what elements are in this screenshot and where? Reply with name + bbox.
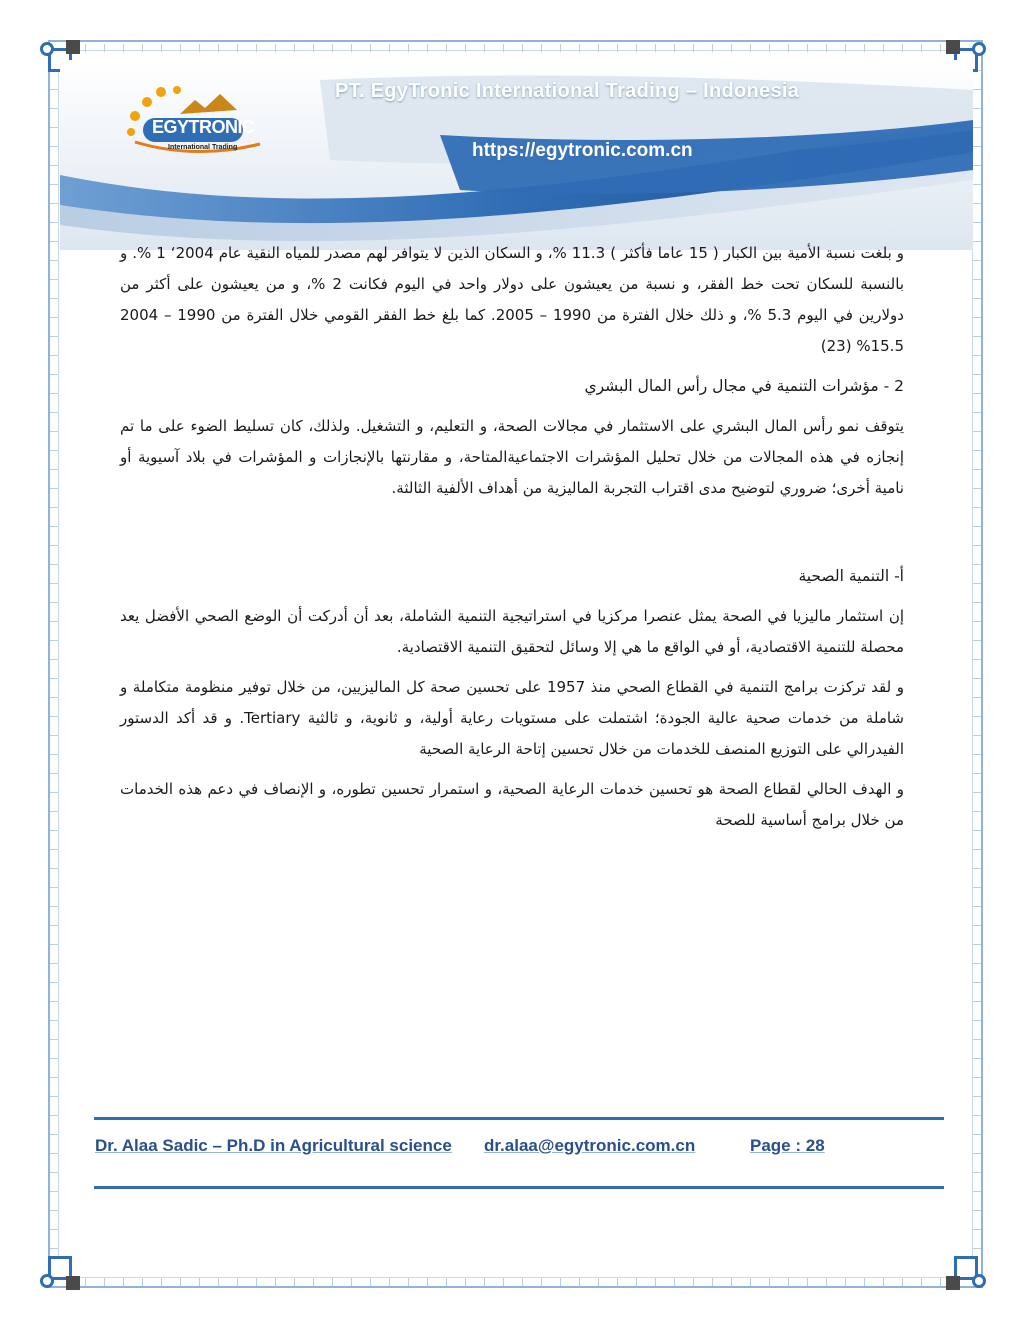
ruler-left [50,70,58,1260]
paragraph-health-investment: إن استثمار ماليزيا في الصحة يمثل عنصرا مركزيا في استراتيجية التنمية الشاملة، بعد أن أدركت أن الوضع الصحي الأفضل يعد محصلة للتنمية الاقتصادية، أو في الواقع ما هي إلا وسائل لتحقيق التنمية الاقتصادية. [120,607,904,656]
footer-page-number: Page : 28 [750,1136,825,1155]
company-name: PT. EgyTronic International Trading – Indonesia [335,80,800,102]
paragraph-literacy-poverty: و بلغت نسبة الأمية بين الكبار ( 15 عاما فأكثر ) 11.3 %، و السكان الذين لا يتوافر لهم مصدر للمياه النقية عام 2004‘ 1 %. و بالنسبة للسكان تحت خط الفقر، و نسبة من يعيشون على دولار واحد في اليوم فكانت 2 %، و من يعيشون على أكثر من دولارين في اليوم 5.3 %، و ذلك خلال الفترة من 1990 – 2005. كما بلغ خط الفقر القومي خلال الفترة من 1990 – 2004 15.5% (23) [120,244,904,355]
document-body [120,238,904,836]
ruler-bottom [66,1278,966,1286]
section-heading-health-development: أ- التنمية الصحية [798,567,904,585]
logo-subtitle: International Trading [168,144,238,151]
footer-divider-top [94,1117,944,1120]
ruler-right [973,70,981,1260]
logo-name: EGYTRONIC [152,117,255,137]
paragraph-health-programs: و لقد تركزت برامج التنمية في القطاع الصحي منذ 1957 على تحسين صحة كل الماليزيين، من خلال توفير منظومة متكاملة و شاملة من خدمات صحية عالية الجودة؛ اشتملت على مستويات رعاية أولية، و ثانوية، و ثالثية Tertiary. و قد أكد الدستور الفيدرالي على التوزيع المنصف للخدمات من خلال تحسين إتاحة الرعاية الصحية [120,678,905,758]
section-heading-human-capital: 2 - مؤشرات التنمية في مجال رأس المال البشري [584,377,904,395]
ruler-top [66,44,966,52]
corner-ornament-bottom-right [946,1250,988,1292]
corner-ornament-bottom-left [38,1250,80,1292]
footer-divider-bottom [94,1186,944,1189]
paragraph-human-capital: يتوقف نمو رأس المال البشري على الاستثمار في مجالات الصحة، و التعليم، و التشغيل. ولذلك، كان تسليط الضوء على ما تم إنجازه في هذه المجالات من خلال تحليل المؤشرات الاجتماعيةالمتاحة، و مقارنتها بالإنجازات و المؤشرات في بلاد آسيوية أو نامية أخرى؛ ضروري لتوضيح مدى اقتراب التجربة الماليزية من أهداف الألفية الثالثة. [120,417,904,497]
website-link[interactable]: https://egytronic.com.cn [472,140,693,161]
paragraph-health-goal: و الهدف الحالي لقطاع الصحة هو تحسين خدمات الرعاية الصحية، و استمرار تحسين تطوره، و الإنصاف في دعم هذه الخدمات من خلال برامج أساسية للصحة [120,780,904,829]
footer-author: Dr. Alaa Sadic – Ph.D in Agricultural science [95,1136,452,1155]
footer-email[interactable]: dr.alaa@egytronic.com.cn [484,1136,696,1155]
